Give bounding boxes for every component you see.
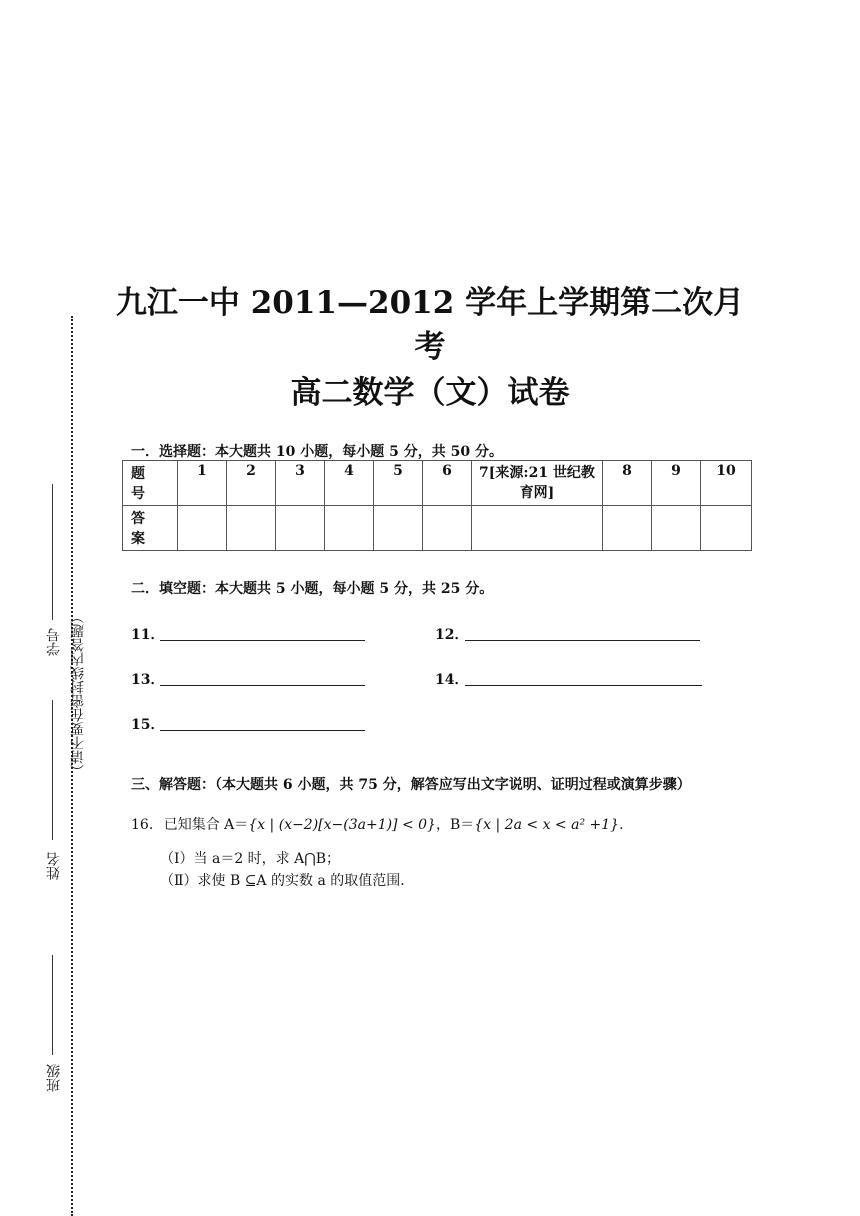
exam-title-line1: 九江一中 2011—2012 学年上学期第二次月 bbox=[115, 285, 745, 321]
exam-title-line2: 考 bbox=[414, 329, 446, 365]
section2-heading: 二．填空题：本大题共 5 小题，每小题 5 分，共 25 分。 bbox=[131, 581, 494, 597]
col-header: 4 bbox=[325, 461, 374, 506]
answer-cell[interactable] bbox=[374, 506, 423, 551]
answer-cell[interactable] bbox=[472, 506, 603, 551]
question-16-part1: （Ⅰ）当 a＝2 时，求 A⋂B； bbox=[160, 851, 341, 867]
col-header: 9 bbox=[652, 461, 701, 506]
set-a-formula: {x | (x−2)[x−(3a+1)] < 0} bbox=[248, 817, 436, 833]
row-label-answer: 答案 bbox=[123, 506, 178, 551]
fill-label-13: 13． bbox=[131, 672, 165, 688]
answer-cell[interactable] bbox=[423, 506, 472, 551]
fill-blank-12[interactable] bbox=[465, 640, 700, 641]
answer-grid bbox=[122, 460, 752, 551]
col-header: 6 bbox=[423, 461, 472, 506]
answer-cell[interactable] bbox=[652, 506, 701, 551]
answer-cell[interactable] bbox=[603, 506, 652, 551]
set-b-formula: {x | 2a < x < a² +1} bbox=[474, 817, 620, 833]
fill-label-14: 14． bbox=[435, 672, 469, 688]
fill-blank-11[interactable] bbox=[160, 640, 365, 641]
name-blank-line bbox=[52, 700, 53, 840]
fill-label-15: 15． bbox=[131, 717, 165, 733]
fill-blank-13[interactable] bbox=[160, 685, 365, 686]
fill-blank-14[interactable] bbox=[465, 685, 702, 686]
fill-label-11: 11． bbox=[131, 627, 165, 643]
col-header: 7[来源:21 世纪教育网] bbox=[472, 461, 603, 506]
section3-heading: 三、解答题：（本大题共 6 小题，共 75 分，解答应写出文字说明、证明过程或演算步骤） bbox=[131, 777, 691, 793]
class-label: 班级 bbox=[46, 1064, 62, 1092]
col-header: 10 bbox=[701, 461, 752, 506]
col-header: 1 bbox=[178, 461, 227, 506]
question-text: . bbox=[619, 817, 624, 833]
answer-cell[interactable] bbox=[325, 506, 374, 551]
fill-blank-15[interactable] bbox=[160, 730, 365, 731]
section1-heading: 一．选择题：本大题共 10 小题，每小题 5 分，共 50 分。 bbox=[131, 444, 503, 460]
exam-subtitle: 高二数学（文）试卷 bbox=[290, 375, 570, 411]
class-blank-line bbox=[52, 955, 53, 1055]
col-header: 5 bbox=[374, 461, 423, 506]
answer-cell[interactable] bbox=[701, 506, 752, 551]
answer-cell[interactable] bbox=[276, 506, 325, 551]
id-blank-line bbox=[52, 484, 53, 620]
question-number: 16. bbox=[131, 817, 154, 833]
id-label: 学号 bbox=[46, 628, 62, 656]
col-header: 2 bbox=[227, 461, 276, 506]
question-text: ，B＝ bbox=[435, 817, 475, 833]
col-header: 8 bbox=[603, 461, 652, 506]
name-label: 姓名 bbox=[46, 852, 62, 880]
answer-cell[interactable] bbox=[227, 506, 276, 551]
row-label-question-number: 题号 bbox=[123, 461, 178, 506]
question-16 bbox=[131, 814, 624, 834]
question-text: 已知集合 A＝ bbox=[163, 817, 249, 833]
question-16-part2: （Ⅱ）求使 B ⊆A 的实数 a 的取值范围. bbox=[160, 873, 405, 889]
col-header: 3 bbox=[276, 461, 325, 506]
answer-cell[interactable] bbox=[178, 506, 227, 551]
fill-label-12: 12． bbox=[435, 627, 469, 643]
seal-note: （请不要在密封线内答题） bbox=[70, 610, 86, 778]
